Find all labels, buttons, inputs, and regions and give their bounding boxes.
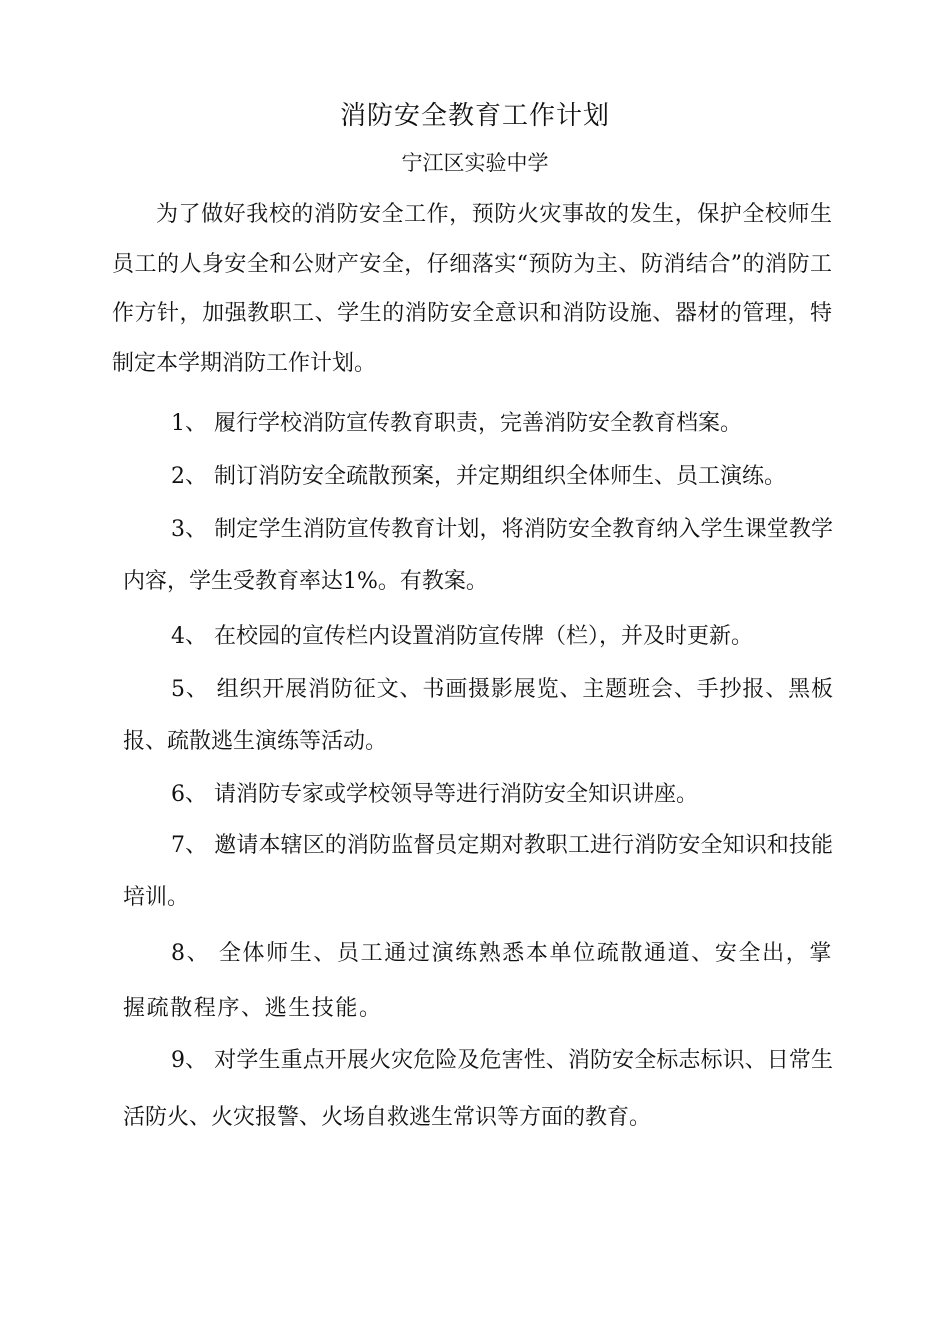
- plan-item-2: 2、 制订消防安全疏散预案，并定期组织全体师生、员工演练。: [171, 464, 786, 489]
- plan-item-3: 3、 制定学生消防宣传教育计划，将消防安全教育纳入学生课堂教学内容，学生受教育率达1%。有教案。: [123, 517, 833, 594]
- document-title: 消防安全教育工作计划: [339, 101, 610, 131]
- plan-item-5: 5、 组织开展消防征文、书画摄影展览、主题班会、手抄报、黑板报、疏散逃生演练等活动。: [123, 677, 833, 754]
- intro-paragraph: 为了做好我校的消防安全工作，预防火灾事故的发生，保护全校师生员工的人身安全和公财产安全，仔细落实“预防为主、防消结合”的消防工作方针，加强教职工、学生的消防安全意识和消防设施、器材的管理，特制定本学期消防工作计划。: [112, 202, 832, 376]
- plan-item-8: 8、 全体师生、员工通过演练熟悉本单位疏散通道、安全出，掌握疏散程序、逃生技能。: [123, 941, 833, 1021]
- plan-item-7: 7、 邀请本辖区的消防监督员定期对教职工进行消防安全知识和技能培训。: [123, 833, 833, 910]
- plan-item-4: 4、 在校园的宣传栏内设置消防宣传牌（栏），并及时更新。: [171, 624, 753, 649]
- document-subtitle: 宁江区实验中学: [401, 151, 549, 175]
- plan-item-6: 6、 请消防专家或学校领导等进行消防安全知识讲座。: [171, 782, 698, 807]
- plan-item-9: 9、 对学生重点开展火灾危险及危害性、消防安全标志标识、日常生活防火、火灾报警、火场自救逃生常识等方面的教育。: [123, 1048, 833, 1130]
- plan-item-1: 1、 履行学校消防宣传教育职责，完善消防安全教育档案。: [171, 411, 742, 436]
